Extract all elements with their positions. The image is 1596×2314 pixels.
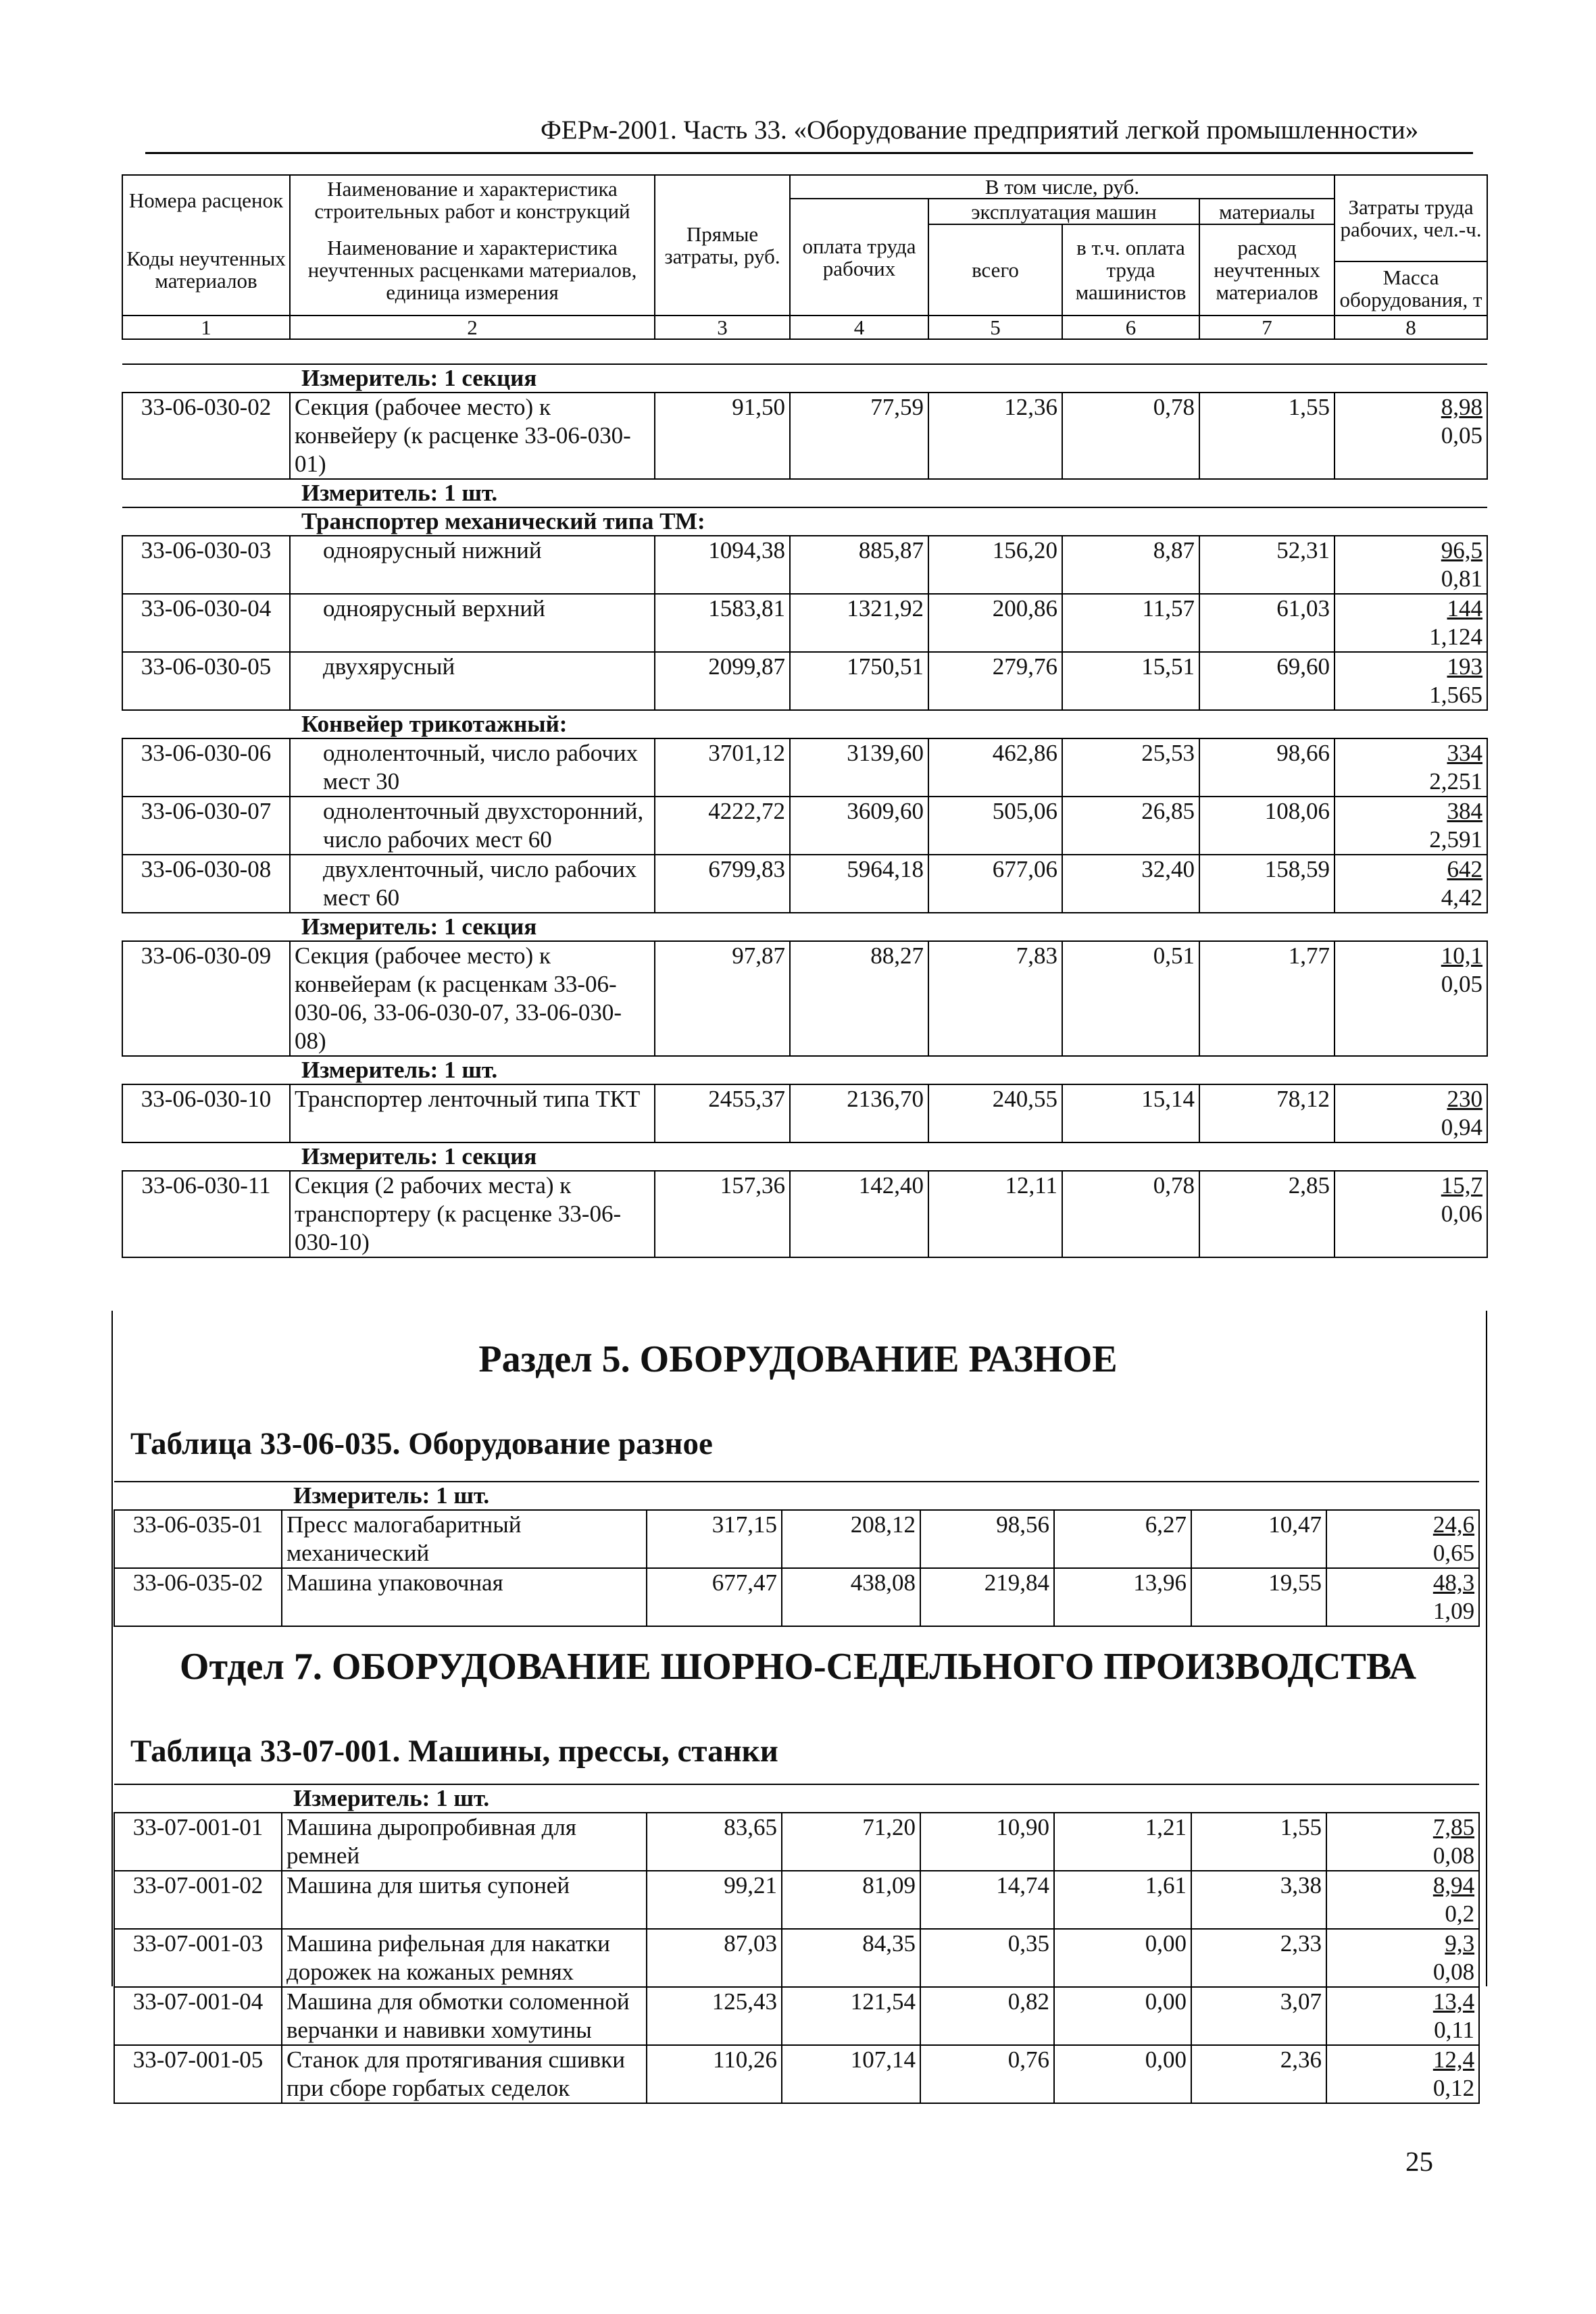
machines-total: 98,56 xyxy=(920,1510,1054,1568)
materials: 19,55 xyxy=(1191,1568,1326,1626)
labor-cost: 24,6 xyxy=(1432,1511,1475,1538)
machines-labor: 32,40 xyxy=(1062,855,1199,913)
labor-mass-cell xyxy=(1326,1929,1479,1987)
machines-total: 200,86 xyxy=(928,594,1062,652)
direct-cost: 2099,87 xyxy=(655,652,790,710)
labor-pay: 2136,70 xyxy=(790,1084,928,1142)
machines-labor: 0,00 xyxy=(1054,1929,1191,1987)
table-row xyxy=(122,393,1487,479)
header-codes-bottom: Коды неучтенных материалов xyxy=(122,224,290,316)
direct-cost: 1583,81 xyxy=(655,594,790,652)
labor-cost: 15,7 xyxy=(1441,1172,1483,1199)
equipment-mass: 0,08 xyxy=(1432,1842,1475,1869)
materials: 61,03 xyxy=(1199,594,1335,652)
rate-name: одноярусный верхний xyxy=(290,594,655,652)
rate-code: 33-06-030-05 xyxy=(122,652,290,710)
machines-total: 462,86 xyxy=(928,738,1062,797)
machines-total: 505,06 xyxy=(928,797,1062,855)
rate-code: 33-06-035-02 xyxy=(114,1568,282,1626)
machines-labor: 0,78 xyxy=(1062,393,1199,479)
labor-cost: 9,3 xyxy=(1445,1930,1475,1957)
rate-name: Машина рифельная для накатки дорожек на кожаных ремнях xyxy=(282,1929,647,1987)
machines-labor: 15,51 xyxy=(1062,652,1199,710)
measure-row-text: Измеритель: 1 секция xyxy=(122,1142,1487,1171)
labor-cost: 384 xyxy=(1447,798,1483,824)
direct-cost: 2455,37 xyxy=(655,1084,790,1142)
labor-mass-cell xyxy=(1326,1510,1479,1568)
labor-pay: 3139,60 xyxy=(790,738,928,797)
machines-total: 0,76 xyxy=(920,2045,1054,2103)
group-row-text: Конвейер трикотажный: xyxy=(122,710,1487,738)
rate-name: одноленточный двухсторонний, число рабочих мест 60 xyxy=(290,797,655,855)
machines-total: 677,06 xyxy=(928,855,1062,913)
header-name-bottom: Наименование и характеристика неучтенных расценками материалов, единица измерения xyxy=(290,224,655,316)
labor-pay: 5964,18 xyxy=(790,855,928,913)
machines-labor: 11,57 xyxy=(1062,594,1199,652)
rate-name: двухярусный xyxy=(290,652,655,710)
table-row xyxy=(122,1171,1487,1257)
direct-cost: 99,21 xyxy=(647,1871,782,1929)
labor-pay: 1750,51 xyxy=(790,652,928,710)
measure-row xyxy=(114,1482,1479,1510)
direct-cost: 87,03 xyxy=(647,1929,782,1987)
labor-cost: 642 xyxy=(1447,856,1483,882)
equipment-mass: 0,65 xyxy=(1432,1540,1475,1566)
table-row xyxy=(122,855,1487,913)
materials: 78,12 xyxy=(1199,1084,1335,1142)
group-row xyxy=(122,710,1487,738)
page-number: 25 xyxy=(1405,2146,1433,2177)
group-row xyxy=(122,507,1487,536)
equipment-mass: 0,12 xyxy=(1432,2075,1475,2101)
header-labor-cost: Затраты труда рабочих, чел.-ч. xyxy=(1335,175,1487,261)
direct-cost: 157,36 xyxy=(655,1171,790,1257)
table-row xyxy=(114,1813,1479,1871)
equipment-mass: 1,124 xyxy=(1429,624,1483,650)
equipment-mass: 0,05 xyxy=(1441,422,1483,449)
direct-cost: 1094,38 xyxy=(655,536,790,594)
rate-code: 33-06-030-04 xyxy=(122,594,290,652)
direct-cost: 677,47 xyxy=(647,1568,782,1626)
equipment-mass: 1,565 xyxy=(1429,682,1483,708)
materials: 158,59 xyxy=(1199,855,1335,913)
equipment-mass: 0,11 xyxy=(1434,2017,1475,2043)
measure-row-text: Измеритель: 1 шт. xyxy=(122,1056,1487,1084)
materials: 98,66 xyxy=(1199,738,1335,797)
measure-row-text: Измеритель: 1 шт. xyxy=(114,1784,1479,1813)
materials: 108,06 xyxy=(1199,797,1335,855)
header-col-number: 6 xyxy=(1062,316,1199,339)
labor-pay: 88,27 xyxy=(790,941,928,1056)
direct-cost: 83,65 xyxy=(647,1813,782,1871)
header-col-number: 3 xyxy=(655,316,790,339)
labor-mass-cell xyxy=(1335,1171,1487,1257)
labor-pay: 1321,92 xyxy=(790,594,928,652)
header-rule xyxy=(145,152,1473,154)
section-7-title: Отдел 7. ОБОРУДОВАНИЕ ШОРНО-СЕДЕЛЬНОГО ПРОИЗВОДСТВА xyxy=(179,1646,1417,1688)
measure-row xyxy=(114,1784,1479,1813)
machines-labor: 8,87 xyxy=(1062,536,1199,594)
header-name-top: Наименование и характеристика строительных работ и конструкций xyxy=(290,175,655,224)
machines-labor: 15,14 xyxy=(1062,1084,1199,1142)
machines-labor: 1,61 xyxy=(1054,1871,1191,1929)
header-col-number: 7 xyxy=(1199,316,1335,339)
labor-cost: 193 xyxy=(1447,653,1483,680)
measure-row xyxy=(122,1056,1487,1084)
header-machines: эксплуатация машин xyxy=(928,199,1199,224)
rate-code: 33-07-001-02 xyxy=(114,1871,282,1929)
materials: 69,60 xyxy=(1199,652,1335,710)
header-col-number: 8 xyxy=(1335,316,1487,339)
labor-mass-cell xyxy=(1326,2045,1479,2103)
equipment-mass: 0,06 xyxy=(1441,1201,1483,1227)
machines-total: 240,55 xyxy=(928,1084,1062,1142)
rate-name: Станок для протягивания сшивки при сборе горбатых седелок xyxy=(282,2045,647,2103)
materials: 10,47 xyxy=(1191,1510,1326,1568)
rates-table-33-06-035 xyxy=(114,1481,1480,1627)
header-col-number: 2 xyxy=(290,316,655,339)
equipment-mass: 0,05 xyxy=(1441,971,1483,997)
labor-pay: 84,35 xyxy=(782,1929,920,1987)
equipment-mass: 2,591 xyxy=(1429,826,1483,853)
labor-pay: 121,54 xyxy=(782,1987,920,2045)
labor-cost: 8,94 xyxy=(1432,1872,1475,1898)
machines-total: 12,11 xyxy=(928,1171,1062,1257)
header-machines-total: всего xyxy=(928,224,1062,316)
labor-mass-cell xyxy=(1335,652,1487,710)
equipment-mass: 0,94 xyxy=(1441,1114,1483,1140)
header-col-number: 5 xyxy=(928,316,1062,339)
labor-mass-cell xyxy=(1335,1084,1487,1142)
direct-cost: 4222,72 xyxy=(655,797,790,855)
machines-total: 0,82 xyxy=(920,1987,1054,2045)
table-row xyxy=(122,797,1487,855)
direct-cost: 110,26 xyxy=(647,2045,782,2103)
rate-code: 33-06-035-01 xyxy=(114,1510,282,1568)
measure-row-text: Измеритель: 1 секция xyxy=(122,913,1487,941)
header-labor-pay: оплата труда рабочих xyxy=(790,199,928,316)
table-33-07-001-title: Таблица 33-07-001. Машины, прессы, станки xyxy=(130,1734,778,1769)
rate-name: Машина дыропробивная для ремней xyxy=(282,1813,647,1871)
machines-total: 10,90 xyxy=(920,1813,1054,1871)
group-row-text: Транспортер механический типа ТМ: xyxy=(122,507,1487,536)
labor-mass-cell xyxy=(1335,393,1487,479)
machines-labor: 6,27 xyxy=(1054,1510,1191,1568)
labor-mass-cell xyxy=(1326,1871,1479,1929)
labor-mass-cell xyxy=(1335,738,1487,797)
measure-row xyxy=(122,913,1487,941)
machines-total: 0,35 xyxy=(920,1929,1054,1987)
machines-total: 7,83 xyxy=(928,941,1062,1056)
header-direct-costs: Прямые затраты, руб. xyxy=(655,175,790,316)
equipment-mass: 4,42 xyxy=(1441,884,1483,911)
materials: 3,07 xyxy=(1191,1987,1326,2045)
machines-total: 156,20 xyxy=(928,536,1062,594)
table-row xyxy=(122,594,1487,652)
labor-pay: 208,12 xyxy=(782,1510,920,1568)
machines-labor: 0,51 xyxy=(1062,941,1199,1056)
labor-pay: 81,09 xyxy=(782,1871,920,1929)
rate-name: одноярусный нижний xyxy=(290,536,655,594)
rate-name: Секция (2 рабочих места) к транспортеру (к расценке 33-06-030-10) xyxy=(290,1171,655,1257)
table-row xyxy=(122,1084,1487,1142)
running-head: ФЕРм-2001. Часть 33. «Оборудование предприятий легкой промышленности» xyxy=(541,116,1419,145)
column-header-table xyxy=(122,174,1488,340)
labor-mass-cell xyxy=(1335,855,1487,913)
table-row xyxy=(114,2045,1479,2103)
labor-pay: 885,87 xyxy=(790,536,928,594)
labor-cost: 8,98 xyxy=(1441,394,1483,420)
materials: 2,85 xyxy=(1199,1171,1335,1257)
labor-pay: 71,20 xyxy=(782,1813,920,1871)
equipment-mass: 0,08 xyxy=(1432,1959,1475,1985)
direct-cost: 97,87 xyxy=(655,941,790,1056)
materials: 3,38 xyxy=(1191,1871,1326,1929)
materials: 1,77 xyxy=(1199,941,1335,1056)
labor-mass-cell xyxy=(1335,536,1487,594)
direct-cost: 125,43 xyxy=(647,1987,782,2045)
rate-code: 33-06-030-03 xyxy=(122,536,290,594)
machines-labor: 0,78 xyxy=(1062,1171,1199,1257)
header-col-number: 4 xyxy=(790,316,928,339)
labor-cost: 12,4 xyxy=(1432,2046,1475,2073)
labor-pay: 107,14 xyxy=(782,2045,920,2103)
rate-name: Машина упаковочная xyxy=(282,1568,647,1626)
materials: 52,31 xyxy=(1199,536,1335,594)
labor-cost: 144 xyxy=(1447,595,1483,622)
labor-cost: 7,85 xyxy=(1432,1814,1475,1840)
machines-labor: 13,96 xyxy=(1054,1568,1191,1626)
table-row xyxy=(114,1568,1479,1626)
measure-row xyxy=(122,479,1487,507)
header-materials-sub: расход неучтенных материалов xyxy=(1199,224,1335,316)
rates-table-upper xyxy=(122,363,1488,1258)
header-machines-labor: в т.ч. оплата труда машинистов xyxy=(1062,224,1199,316)
rate-code: 33-06-030-02 xyxy=(122,393,290,479)
materials: 2,33 xyxy=(1191,1929,1326,1987)
table-row xyxy=(122,941,1487,1056)
equipment-mass: 1,09 xyxy=(1432,1598,1475,1624)
table-row xyxy=(122,536,1487,594)
rate-code: 33-06-030-06 xyxy=(122,738,290,797)
machines-total: 279,76 xyxy=(928,652,1062,710)
rate-name: Машина для шитья супоней xyxy=(282,1871,647,1929)
materials: 2,36 xyxy=(1191,2045,1326,2103)
table-33-06-035-title: Таблица 33-06-035. Оборудование разное xyxy=(130,1426,713,1461)
materials: 1,55 xyxy=(1199,393,1335,479)
measure-row xyxy=(122,364,1487,393)
labor-mass-cell xyxy=(1326,1568,1479,1626)
table-row xyxy=(114,1510,1479,1568)
rates-table-33-07-001 xyxy=(114,1784,1480,2104)
rate-name: Пресс малогабаритный механический xyxy=(282,1510,647,1568)
labor-mass-cell xyxy=(1335,941,1487,1056)
header-codes-top: Номера расценок xyxy=(122,175,290,224)
table-row xyxy=(122,738,1487,797)
labor-cost: 48,3 xyxy=(1432,1569,1475,1596)
rate-name: Секция (рабочее место) к конвейерам (к расценкам 33-06-030-06, 33-06-030-07, 33-06-030-08) xyxy=(290,941,655,1056)
rate-name: Транспортер ленточный типа ТКТ xyxy=(290,1084,655,1142)
measure-row-text: Измеритель: 1 шт. xyxy=(122,479,1487,507)
labor-pay: 142,40 xyxy=(790,1171,928,1257)
table-row xyxy=(114,1987,1479,2045)
equipment-mass: 2,251 xyxy=(1429,768,1483,795)
rate-code: 33-06-030-11 xyxy=(122,1171,290,1257)
labor-cost: 334 xyxy=(1447,740,1483,766)
machines-total: 14,74 xyxy=(920,1871,1054,1929)
header-materials: материалы xyxy=(1199,199,1335,224)
rate-name: Секция (рабочее место) к конвейеру (к расценке 33-06-030-01) xyxy=(290,393,655,479)
labor-cost: 230 xyxy=(1447,1086,1483,1112)
equipment-mass: 0,2 xyxy=(1445,1901,1475,1927)
measure-row-text: Измеритель: 1 шт. xyxy=(114,1482,1479,1510)
labor-pay: 77,59 xyxy=(790,393,928,479)
rate-name: Машина для обмотки соломенной верчанки и навивки хомутины xyxy=(282,1987,647,2045)
machines-labor: 25,53 xyxy=(1062,738,1199,797)
rate-code: 33-06-030-08 xyxy=(122,855,290,913)
machines-labor: 26,85 xyxy=(1062,797,1199,855)
section-5-title: Раздел 5. ОБОРУДОВАНИЕ РАЗНОЕ xyxy=(478,1338,1118,1380)
labor-cost: 96,5 xyxy=(1441,537,1483,563)
rate-code: 33-06-030-10 xyxy=(122,1084,290,1142)
machines-labor: 1,21 xyxy=(1054,1813,1191,1871)
header-including: В том числе, руб. xyxy=(790,175,1335,199)
materials: 1,55 xyxy=(1191,1813,1326,1871)
measure-row-text: Измеритель: 1 секция xyxy=(122,364,1487,393)
direct-cost: 91,50 xyxy=(655,393,790,479)
measure-row xyxy=(122,1142,1487,1171)
rate-name: двухленточный, число рабочих мест 60 xyxy=(290,855,655,913)
labor-mass-cell xyxy=(1326,1987,1479,2045)
labor-mass-cell xyxy=(1335,797,1487,855)
direct-cost: 317,15 xyxy=(647,1510,782,1568)
rate-code: 33-06-030-07 xyxy=(122,797,290,855)
rate-code: 33-07-001-05 xyxy=(114,2045,282,2103)
direct-cost: 6799,83 xyxy=(655,855,790,913)
labor-mass-cell xyxy=(1326,1813,1479,1871)
equipment-mass: 0,81 xyxy=(1441,565,1483,592)
labor-pay: 3609,60 xyxy=(790,797,928,855)
machines-total: 12,36 xyxy=(928,393,1062,479)
table-row xyxy=(114,1929,1479,1987)
machines-labor: 0,00 xyxy=(1054,2045,1191,2103)
direct-cost: 3701,12 xyxy=(655,738,790,797)
machines-total: 219,84 xyxy=(920,1568,1054,1626)
labor-mass-cell xyxy=(1335,594,1487,652)
rate-code: 33-06-030-09 xyxy=(122,941,290,1056)
labor-cost: 13,4 xyxy=(1432,1988,1475,2015)
table-row xyxy=(114,1871,1479,1929)
machines-labor: 0,00 xyxy=(1054,1987,1191,2045)
header-equipment-mass: Масса оборудования, т xyxy=(1335,261,1487,316)
rate-code: 33-07-001-01 xyxy=(114,1813,282,1871)
rate-name: одноленточный, число рабочих мест 30 xyxy=(290,738,655,797)
rate-code: 33-07-001-03 xyxy=(114,1929,282,1987)
rate-code: 33-07-001-04 xyxy=(114,1987,282,2045)
header-col-number: 1 xyxy=(122,316,290,339)
labor-pay: 438,08 xyxy=(782,1568,920,1626)
table-row xyxy=(122,652,1487,710)
labor-cost: 10,1 xyxy=(1441,942,1483,969)
